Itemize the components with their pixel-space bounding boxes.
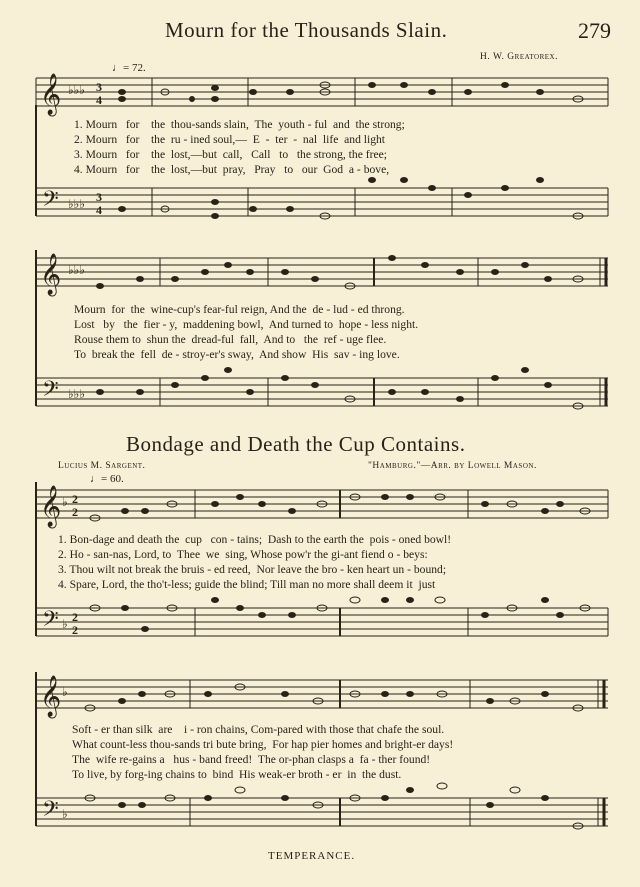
svg-text:2: 2: [72, 610, 78, 624]
lyric-line: 2. Mourn for the ru - ined soul,— E - ter - nal life and light: [74, 133, 386, 146]
hymn2-author: Lucius M. Sargent.: [58, 461, 146, 471]
lyric-line: 3. Mourn for the lost,—but call, Call to the strong, the free;: [74, 148, 387, 161]
hymn1-system2-treble-staff: [0, 250, 640, 300]
svg-text:♭♭♭: ♭♭♭: [68, 197, 85, 211]
hymn1-system2-lyrics: [74, 302, 418, 362]
lyric-line: Mourn for the wine-cup's fear-ful reign, And the de - lud - ed throng.: [74, 303, 405, 316]
hymn2-tempo: ♩= 60.: [90, 473, 124, 485]
hymn1-system2-bass-staff: [0, 370, 640, 420]
svg-text:♭♭♭: ♭♭♭: [68, 387, 85, 401]
lyric-line: Soft - er than silk are i - ron chains, Com-pared with those that chafe the soul.: [72, 723, 445, 736]
svg-text:𝄢: 𝄢: [42, 377, 59, 406]
hymn2-tune: "Hamburg."—Arr. by Lowell Mason.: [368, 461, 537, 471]
lyric-line: 3. Thou wilt not break the bruis - ed reed, Nor leave the bro - ken heart un - bound;: [58, 563, 447, 576]
svg-text:♭: ♭: [62, 495, 68, 509]
svg-text:𝄞: 𝄞: [40, 676, 62, 716]
hymn1-composer: H. W. Greatorex.: [480, 52, 558, 62]
lyric-line: 4. Spare, Lord, the tho't-less; guide the blind; Till man no more shall deem it just: [58, 578, 436, 591]
svg-text:♭♭♭: ♭♭♭: [68, 83, 85, 97]
hymn1-system1-lyrics: [74, 117, 405, 177]
svg-text:♭: ♭: [62, 685, 68, 699]
svg-text:𝄢: 𝄢: [42, 797, 59, 826]
hymn1-tempo: ♩= 72.: [112, 62, 146, 74]
hymn2-system1-bass-staff: [0, 600, 640, 650]
page-number: 279: [578, 18, 611, 43]
svg-text:2: 2: [72, 505, 78, 519]
lyric-line: 4. Mourn for the lost,—but pray, Pray to our God a - bove,: [74, 163, 390, 176]
hymn2-system2-bass-staff: [0, 790, 640, 840]
svg-text:4: 4: [96, 93, 102, 107]
svg-text:4: 4: [96, 203, 102, 217]
lyric-line: 1. Mourn for the thou-sands slain, The youth - ful and the strong;: [74, 118, 405, 131]
lyric-line: 2. Ho - san-nas, Lord, to Thee we sing, Whose pow'r the gi-ant fiend o - beys:: [58, 548, 428, 561]
lyric-line: The wife re-gains a hus - band freed! The or-phan clasps a fa - ther found!: [72, 753, 431, 766]
svg-text:♭: ♭: [62, 807, 68, 821]
lyric-line: To live, by forg-ing chains to bind His weak-er broth - er in the dust.: [72, 768, 402, 781]
svg-text:𝄞: 𝄞: [40, 486, 62, 526]
svg-text:♭♭♭: ♭♭♭: [68, 263, 85, 277]
lyric-line: Lost by the fier - y, maddening bowl, And turned to hope - less night.: [74, 318, 419, 331]
lyric-line: What count-less thou-sands tri bute bring, For hap pier homes and bright-er days!: [72, 738, 454, 751]
svg-text:𝄞: 𝄞: [40, 74, 62, 115]
svg-text:𝄢: 𝄢: [42, 607, 59, 636]
hymn1-title: Mourn for the Thousands Slain.: [165, 18, 448, 42]
svg-text:𝄞: 𝄞: [40, 254, 62, 294]
hymn2-system2-treble-staff: [0, 672, 640, 722]
hymn2-system2-lyrics: [72, 722, 453, 782]
svg-text:2: 2: [72, 492, 78, 506]
hymn2-system1-lyrics: [58, 532, 451, 592]
hymn1-system1-treble-staff: [0, 70, 640, 120]
svg-text:2: 2: [72, 623, 78, 637]
hymn1-system1-bass-staff: [0, 180, 640, 230]
lyric-line: To break the fell de - stroy-er's sway, And show His sav - ing love.: [74, 348, 400, 361]
svg-text:𝄢: 𝄢: [42, 187, 59, 216]
lyric-line: Rouse them to shun the dread-ful fall, And to the ref - uge flee.: [74, 333, 387, 346]
lyric-line: 1. Bon-dage and death the cup con - tains; Dash to the earth the pois - oned bowl!: [58, 533, 452, 546]
hymn2-system1-treble-staff: [0, 482, 640, 532]
hymn2-title: Bondage and Death the Cup Contains.: [126, 432, 466, 456]
section-footer: TEMPERANCE.: [268, 850, 356, 862]
svg-text:3: 3: [96, 190, 102, 204]
svg-text:3: 3: [96, 80, 102, 94]
svg-text:♭: ♭: [62, 617, 68, 631]
